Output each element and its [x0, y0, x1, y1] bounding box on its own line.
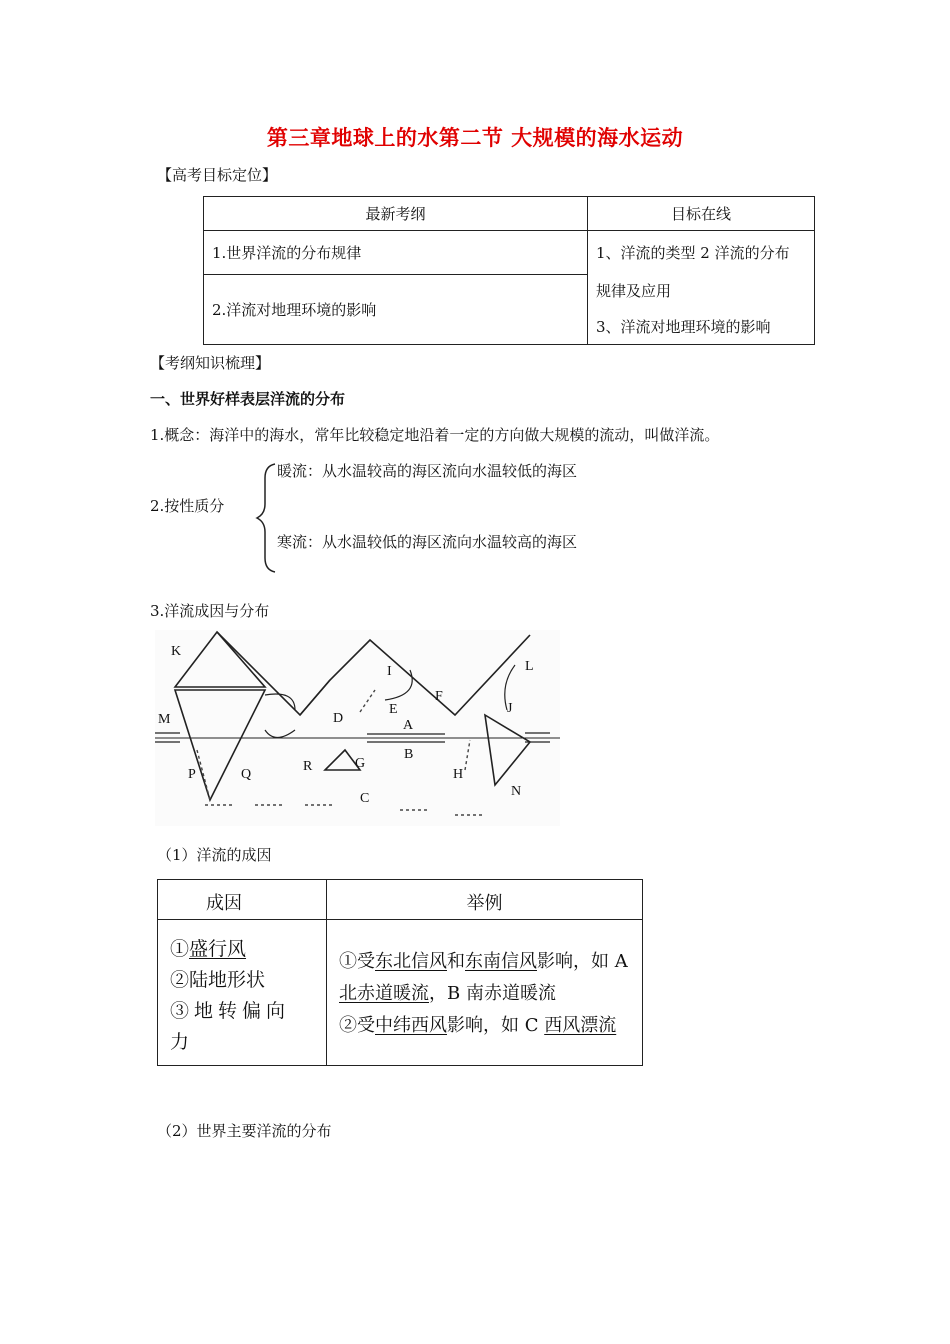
goal-line3: 3、洋流对地理环境的影响 [596, 318, 771, 336]
ex1-mid: 和 [447, 951, 465, 972]
label-r: R [303, 759, 313, 774]
label-h: H [453, 767, 464, 782]
ex1-post: 影响，如 A [537, 951, 628, 972]
label-k: K [171, 644, 182, 659]
goal-table [203, 196, 815, 345]
ex2-mid: ，B 南赤道暖流 [429, 983, 556, 1004]
cause3-num: ③ [170, 1000, 195, 1022]
goal-line1: 1、洋流的类型 2 洋流的分布 [596, 244, 790, 262]
knowledge-heading: 【考纲知识梳理】 [150, 354, 271, 372]
label-g: G [355, 756, 366, 771]
curly-brace-icon [255, 462, 279, 574]
ex1-se-trade: 东南信风 [465, 951, 537, 972]
ex3-west-wind-drift: 西风漂流 [544, 1015, 617, 1036]
section1-heading: 一、世界好样表层洋流的分布 [150, 390, 346, 408]
goal-col1-header: 最新考纲 [204, 197, 588, 231]
cause-distribution-label: 3.洋流成因与分布 [150, 602, 270, 620]
cause-header: 成因 [158, 880, 327, 920]
cause3-text-a: 地转偏向 [194, 1000, 291, 1022]
ex3-num: ② [339, 1015, 357, 1036]
cause1-text: 盛行风 [189, 938, 247, 960]
cause-cell [158, 920, 327, 1066]
ex3-pre: 受 [357, 1015, 375, 1036]
goal-col2-header: 目标在线 [588, 197, 815, 231]
goal-target-cell [588, 231, 815, 345]
label-a: A [403, 718, 414, 733]
cause-table [157, 879, 643, 1066]
label-d: D [333, 711, 344, 726]
cause3-text-b: 力 [170, 1031, 190, 1053]
classify-label: 2.按性质分 [150, 497, 225, 515]
label-e: E [389, 702, 398, 717]
label-m: M [158, 712, 171, 727]
cause-label: （1）洋流的成因 [157, 846, 272, 864]
target-heading: 【高考目标定位】 [157, 166, 278, 184]
cause2-num: ② [170, 969, 190, 991]
label-i: I [387, 664, 392, 679]
label-b: B [404, 747, 414, 762]
label-l: L [525, 659, 534, 674]
ex1-pre: 受 [357, 951, 375, 972]
ex1-num: ① [339, 951, 357, 972]
ocean-current-diagram [155, 630, 560, 826]
ex1-ne-trade: 东北信风 [375, 951, 447, 972]
distribution-label: （2）世界主要洋流的分布 [157, 1122, 332, 1140]
cause2-text: 陆地形状 [189, 969, 266, 991]
example-cell [327, 920, 643, 1066]
concept-text: 1.概念：海洋中的海水，常年比较稳定地沿着一定的方向做大规模的流动，叫做洋流。 [150, 426, 720, 444]
goal-row1: 1.世界洋流的分布规律 [204, 231, 588, 275]
label-q: Q [241, 767, 252, 782]
ex3-mid: 影响，如 C [447, 1015, 545, 1036]
ex3-westerlies: 中纬西风 [375, 1015, 447, 1036]
label-p: P [188, 767, 196, 782]
cause1-num: ① [170, 938, 190, 960]
label-f: F [435, 689, 443, 704]
warm-current-text: 暖流：从水温较高的海区流向水温较低的海区 [277, 462, 578, 480]
document-title: 第三章地球上的水第二节 大规模的海水运动 [266, 126, 684, 150]
goal-row2: 2.洋流对地理环境的影响 [204, 275, 588, 345]
label-j: J [507, 701, 513, 716]
label-n: N [511, 784, 522, 799]
ex2-north-equatorial: 北赤道暖流 [339, 983, 429, 1004]
cold-current-text: 寒流：从水温较低的海区流向水温较高的海区 [277, 533, 578, 551]
example-header: 举例 [327, 880, 643, 920]
goal-line2: 规律及应用 [596, 282, 672, 300]
label-c: C [360, 791, 370, 806]
